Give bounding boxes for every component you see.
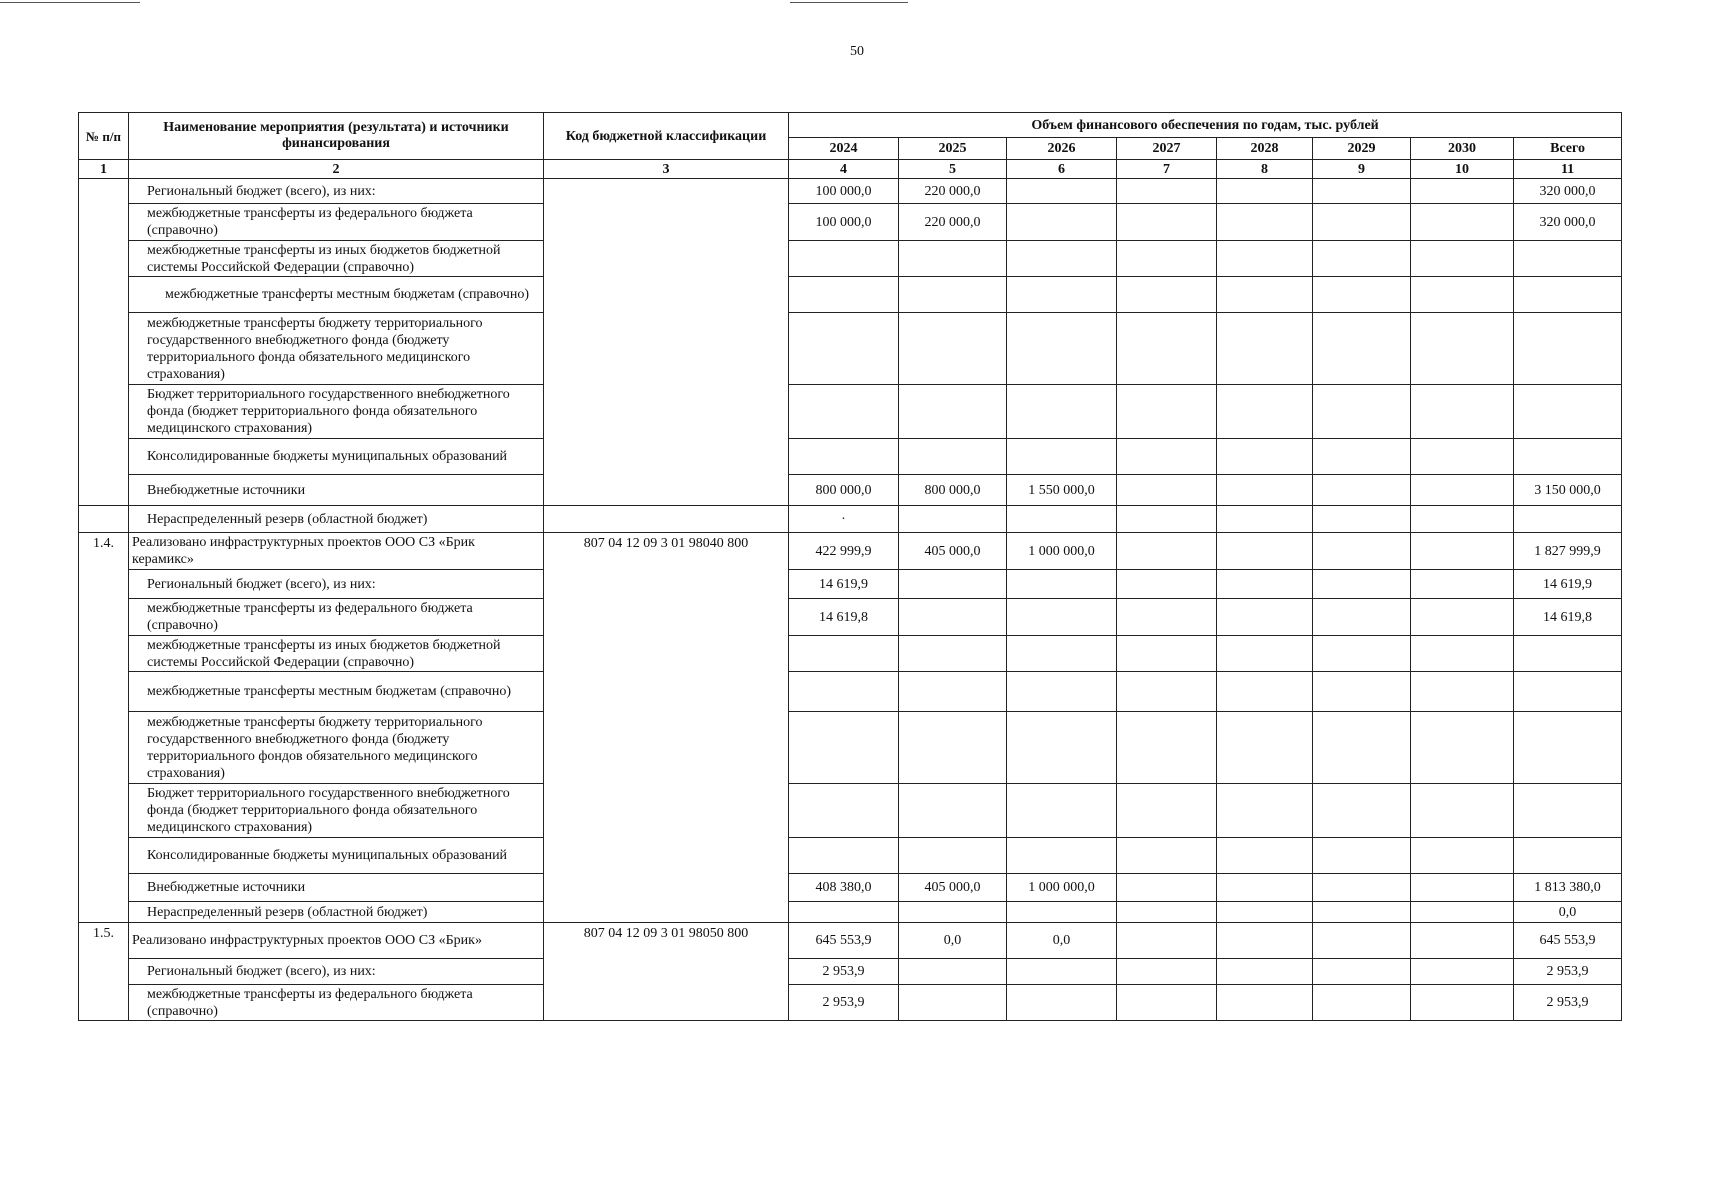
column-number: 3 xyxy=(544,160,789,179)
value-total xyxy=(1514,439,1622,475)
value-year xyxy=(1313,385,1411,439)
value-year xyxy=(1117,838,1217,874)
row-name: Консолидированные бюджеты муниципальных образований xyxy=(129,838,544,874)
row-index: 1.4. xyxy=(79,533,129,923)
value-year xyxy=(1217,923,1313,959)
value-year xyxy=(1411,874,1514,902)
value-total xyxy=(1514,784,1622,838)
column-number: 8 xyxy=(1217,160,1313,179)
value-year xyxy=(1007,959,1117,985)
value-total: 3 150 000,0 xyxy=(1514,475,1622,506)
value-year xyxy=(1313,533,1411,570)
value-total xyxy=(1514,636,1622,672)
value-year xyxy=(1411,241,1514,277)
budget-code xyxy=(544,179,789,506)
row-name: Консолидированные бюджеты муниципальных образований xyxy=(129,439,544,475)
row-name: межбюджетные трансферты из федерального бюджета (справочно) xyxy=(129,599,544,636)
column-number: 10 xyxy=(1411,160,1514,179)
value-year xyxy=(1313,902,1411,923)
header-year: 2030 xyxy=(1411,138,1514,160)
value-year xyxy=(1411,313,1514,385)
value-year xyxy=(1007,241,1117,277)
value-year xyxy=(1217,533,1313,570)
value-year xyxy=(1313,277,1411,313)
value-year xyxy=(1313,636,1411,672)
table-row xyxy=(79,475,1622,506)
value-year xyxy=(1411,902,1514,923)
value-year xyxy=(1411,439,1514,475)
value-year xyxy=(1007,204,1117,241)
value-year xyxy=(1117,784,1217,838)
table-row xyxy=(79,874,1622,902)
value-total xyxy=(1514,712,1622,784)
value-total: 2 953,9 xyxy=(1514,985,1622,1021)
table-row xyxy=(79,241,1622,277)
table-body xyxy=(79,179,1622,1021)
row-name: межбюджетные трансферты из иных бюджетов бюджетной системы Российской Федерации (справочно) xyxy=(129,241,544,277)
table-row xyxy=(79,313,1622,385)
value-year xyxy=(1117,985,1217,1021)
value-year xyxy=(1411,599,1514,636)
value-year: 2 953,9 xyxy=(789,985,899,1021)
value-total: 14 619,8 xyxy=(1514,599,1622,636)
value-year xyxy=(1217,636,1313,672)
value-year xyxy=(789,902,899,923)
value-year xyxy=(1217,475,1313,506)
value-year xyxy=(1217,506,1313,533)
value-year xyxy=(899,985,1007,1021)
row-name: Реализовано инфраструктурных проектов ООО СЗ «Брик керамикс» xyxy=(129,533,544,570)
value-year xyxy=(1007,439,1117,475)
row-name: Внебюджетные источники xyxy=(129,475,544,506)
value-year xyxy=(899,599,1007,636)
value-year xyxy=(1007,985,1117,1021)
value-total xyxy=(1514,241,1622,277)
table-row xyxy=(79,959,1622,985)
value-year: 14 619,8 xyxy=(789,599,899,636)
value-year xyxy=(1117,923,1217,959)
value-year xyxy=(1007,599,1117,636)
header-year: 2024 xyxy=(789,138,899,160)
value-year: 800 000,0 xyxy=(789,475,899,506)
budget-code xyxy=(544,506,789,533)
header-year: 2027 xyxy=(1117,138,1217,160)
value-year xyxy=(1007,902,1117,923)
value-year xyxy=(1313,985,1411,1021)
value-total: 320 000,0 xyxy=(1514,204,1622,241)
value-year xyxy=(789,712,899,784)
value-year xyxy=(899,313,1007,385)
table-row xyxy=(79,902,1622,923)
row-name: Региональный бюджет (всего), из них: xyxy=(129,959,544,985)
value-total xyxy=(1514,313,1622,385)
value-year xyxy=(899,902,1007,923)
value-year xyxy=(789,439,899,475)
value-total: 0,0 xyxy=(1514,902,1622,923)
value-year xyxy=(1217,385,1313,439)
value-year xyxy=(789,838,899,874)
column-number: 9 xyxy=(1313,160,1411,179)
value-year xyxy=(1217,985,1313,1021)
value-year xyxy=(789,277,899,313)
value-year xyxy=(1007,636,1117,672)
value-year: 422 999,9 xyxy=(789,533,899,570)
value-year xyxy=(1007,277,1117,313)
table-row xyxy=(79,784,1622,838)
value-year: 1 000 000,0 xyxy=(1007,874,1117,902)
value-year xyxy=(899,959,1007,985)
row-name: межбюджетные трансферты из иных бюджетов бюджетной системы Российской Федерации (справочно) xyxy=(129,636,544,672)
value-year xyxy=(1007,838,1117,874)
value-year xyxy=(899,712,1007,784)
value-year xyxy=(1007,712,1117,784)
value-year xyxy=(1217,874,1313,902)
row-name: Региональный бюджет (всего), из них: xyxy=(129,179,544,204)
value-year: 408 380,0 xyxy=(789,874,899,902)
value-year xyxy=(1313,672,1411,712)
row-name: Нераспределенный резерв (областной бюджет) xyxy=(129,506,544,533)
row-name: Региональный бюджет (всего), из них: xyxy=(129,570,544,599)
value-year xyxy=(1313,874,1411,902)
header-total: Всего xyxy=(1514,138,1622,160)
value-total: 1 827 999,9 xyxy=(1514,533,1622,570)
value-year xyxy=(1411,838,1514,874)
header-num: № п/п xyxy=(79,113,129,160)
value-year xyxy=(1411,506,1514,533)
value-year xyxy=(899,672,1007,712)
scan-edge-line xyxy=(0,2,140,3)
value-year xyxy=(1313,204,1411,241)
row-name: межбюджетные трансферты из федерального бюджета (справочно) xyxy=(129,204,544,241)
row-name: Нераспределенный резерв (областной бюджет) xyxy=(129,902,544,923)
value-year xyxy=(1411,179,1514,204)
value-year xyxy=(1217,241,1313,277)
value-year xyxy=(1217,902,1313,923)
value-year xyxy=(1411,672,1514,712)
value-year xyxy=(1411,277,1514,313)
value-total xyxy=(1514,838,1622,874)
value-year xyxy=(1117,475,1217,506)
table-row xyxy=(79,277,1622,313)
value-year xyxy=(899,784,1007,838)
value-year xyxy=(1217,277,1313,313)
value-year xyxy=(1217,838,1313,874)
value-year: · xyxy=(789,506,899,533)
table-row xyxy=(79,204,1622,241)
value-year xyxy=(1313,475,1411,506)
value-total xyxy=(1514,385,1622,439)
budget-code: 807 04 12 09 3 01 98050 800 xyxy=(544,923,789,1021)
value-year xyxy=(1313,313,1411,385)
value-year xyxy=(1117,636,1217,672)
value-year: 14 619,9 xyxy=(789,570,899,599)
value-year xyxy=(1007,385,1117,439)
row-name: межбюджетные трансферты бюджету территориального государственного внебюджетного фонда (бюджету территориального фонда обязательного медицинского страхования) xyxy=(129,313,544,385)
value-year xyxy=(1217,672,1313,712)
column-number: 11 xyxy=(1514,160,1622,179)
value-year xyxy=(1217,712,1313,784)
value-year xyxy=(1411,533,1514,570)
header-year: 2028 xyxy=(1217,138,1313,160)
value-year xyxy=(1117,570,1217,599)
value-year xyxy=(1313,506,1411,533)
value-total: 320 000,0 xyxy=(1514,179,1622,204)
table-row xyxy=(79,179,1622,204)
row-index: 1.5. xyxy=(79,923,129,1021)
value-year xyxy=(899,636,1007,672)
column-number: 1 xyxy=(79,160,129,179)
table-row xyxy=(79,712,1622,784)
value-year xyxy=(1411,636,1514,672)
value-year xyxy=(1313,784,1411,838)
value-year xyxy=(1007,784,1117,838)
value-year: 220 000,0 xyxy=(899,204,1007,241)
table-row xyxy=(79,439,1622,475)
value-year xyxy=(899,506,1007,533)
value-year: 100 000,0 xyxy=(789,204,899,241)
value-year xyxy=(899,439,1007,475)
table-row xyxy=(79,838,1622,874)
value-year xyxy=(899,277,1007,313)
value-total: 645 553,9 xyxy=(1514,923,1622,959)
value-year xyxy=(1217,599,1313,636)
value-year: 1 550 000,0 xyxy=(1007,475,1117,506)
value-year xyxy=(1117,533,1217,570)
value-year xyxy=(1411,985,1514,1021)
value-year xyxy=(1313,838,1411,874)
value-year xyxy=(1117,313,1217,385)
value-year xyxy=(1411,784,1514,838)
financing-table xyxy=(78,112,1622,1021)
value-year xyxy=(1313,959,1411,985)
header-name: Наименование мероприятия (результата) и источники финансирования xyxy=(129,113,544,160)
row-index xyxy=(79,506,129,533)
column-number: 4 xyxy=(789,160,899,179)
value-year xyxy=(1117,204,1217,241)
value-year xyxy=(1313,179,1411,204)
column-number: 6 xyxy=(1007,160,1117,179)
value-year xyxy=(1007,506,1117,533)
value-year xyxy=(1411,570,1514,599)
value-year xyxy=(1217,313,1313,385)
value-year: 1 000 000,0 xyxy=(1007,533,1117,570)
value-year xyxy=(1217,439,1313,475)
value-year xyxy=(1313,241,1411,277)
value-year xyxy=(1117,439,1217,475)
value-year xyxy=(1117,672,1217,712)
column-number: 7 xyxy=(1117,160,1217,179)
table-row xyxy=(79,385,1622,439)
value-year: 405 000,0 xyxy=(899,874,1007,902)
value-year xyxy=(899,838,1007,874)
table-row xyxy=(79,923,1622,959)
row-name: межбюджетные трансферты из федерального бюджета (справочно) xyxy=(129,985,544,1021)
table-row xyxy=(79,672,1622,712)
value-year xyxy=(1007,179,1117,204)
value-year xyxy=(1117,959,1217,985)
value-year xyxy=(1117,902,1217,923)
table-row xyxy=(79,506,1622,533)
header-year: 2026 xyxy=(1007,138,1117,160)
value-total: 2 953,9 xyxy=(1514,959,1622,985)
value-year xyxy=(1117,385,1217,439)
page-number: 50 xyxy=(850,44,864,59)
value-total: 14 619,9 xyxy=(1514,570,1622,599)
value-total xyxy=(1514,506,1622,533)
value-year: 100 000,0 xyxy=(789,179,899,204)
value-year xyxy=(1217,959,1313,985)
table-row xyxy=(79,533,1622,570)
value-year xyxy=(899,570,1007,599)
value-year xyxy=(1117,599,1217,636)
column-number: 2 xyxy=(129,160,544,179)
value-year: 405 000,0 xyxy=(899,533,1007,570)
table-row xyxy=(79,599,1622,636)
row-name: Реализовано инфраструктурных проектов ООО СЗ «Брик» xyxy=(129,923,544,959)
value-year: 220 000,0 xyxy=(899,179,1007,204)
value-year xyxy=(1313,923,1411,959)
value-year xyxy=(1313,599,1411,636)
row-name: Внебюджетные источники xyxy=(129,874,544,902)
value-total: 1 813 380,0 xyxy=(1514,874,1622,902)
header-year: 2029 xyxy=(1313,138,1411,160)
column-number: 5 xyxy=(899,160,1007,179)
value-year xyxy=(1217,179,1313,204)
value-year xyxy=(1117,506,1217,533)
table-row xyxy=(79,570,1622,599)
value-year xyxy=(789,672,899,712)
value-year: 2 953,9 xyxy=(789,959,899,985)
value-year xyxy=(1117,712,1217,784)
value-year xyxy=(899,385,1007,439)
value-year xyxy=(1411,204,1514,241)
value-year xyxy=(1313,712,1411,784)
value-year xyxy=(1411,923,1514,959)
table-row xyxy=(79,985,1622,1021)
value-year xyxy=(1313,439,1411,475)
value-year xyxy=(1217,784,1313,838)
value-year xyxy=(1313,570,1411,599)
value-year xyxy=(1217,570,1313,599)
row-name: Бюджет территориального государственного внебюджетного фонда (бюджет территориального фонда обязательного медицинского страхования) xyxy=(129,784,544,838)
value-year xyxy=(1411,475,1514,506)
value-year: 800 000,0 xyxy=(899,475,1007,506)
header-year: 2025 xyxy=(899,138,1007,160)
value-total xyxy=(1514,672,1622,712)
value-year xyxy=(789,784,899,838)
value-year xyxy=(1007,313,1117,385)
value-year xyxy=(1217,204,1313,241)
value-year xyxy=(1117,179,1217,204)
row-index xyxy=(79,179,129,506)
header-volume: Объем финансового обеспечения по годам, тыс. рублей xyxy=(789,113,1622,138)
value-year xyxy=(789,241,899,277)
value-year xyxy=(1411,959,1514,985)
value-year xyxy=(1007,672,1117,712)
value-year xyxy=(789,313,899,385)
budget-code: 807 04 12 09 3 01 98040 800 xyxy=(544,533,789,923)
row-name: межбюджетные трансферты местным бюджетам (справочно) xyxy=(129,672,544,712)
row-name: межбюджетные трансферты местным бюджетам (справочно) xyxy=(129,277,544,313)
value-year xyxy=(899,241,1007,277)
value-year xyxy=(1411,385,1514,439)
row-name: межбюджетные трансферты бюджету территориального государственного внебюджетного фонда (бюджету территориального фондов обязательного медицинского страхования) xyxy=(129,712,544,784)
value-year xyxy=(1117,241,1217,277)
value-year xyxy=(1117,874,1217,902)
row-name: Бюджет территориального государственного внебюджетного фонда (бюджет территориального фонда обязательного медицинского страхования) xyxy=(129,385,544,439)
value-year: 645 553,9 xyxy=(789,923,899,959)
header-code: Код бюджетной классификации xyxy=(544,113,789,160)
value-year xyxy=(1117,277,1217,313)
value-year xyxy=(1411,712,1514,784)
value-year xyxy=(789,385,899,439)
value-total xyxy=(1514,277,1622,313)
value-year: 0,0 xyxy=(899,923,1007,959)
value-year xyxy=(1007,570,1117,599)
scan-edge-line xyxy=(790,2,908,3)
value-year xyxy=(789,636,899,672)
value-year: 0,0 xyxy=(1007,923,1117,959)
table-row xyxy=(79,636,1622,672)
